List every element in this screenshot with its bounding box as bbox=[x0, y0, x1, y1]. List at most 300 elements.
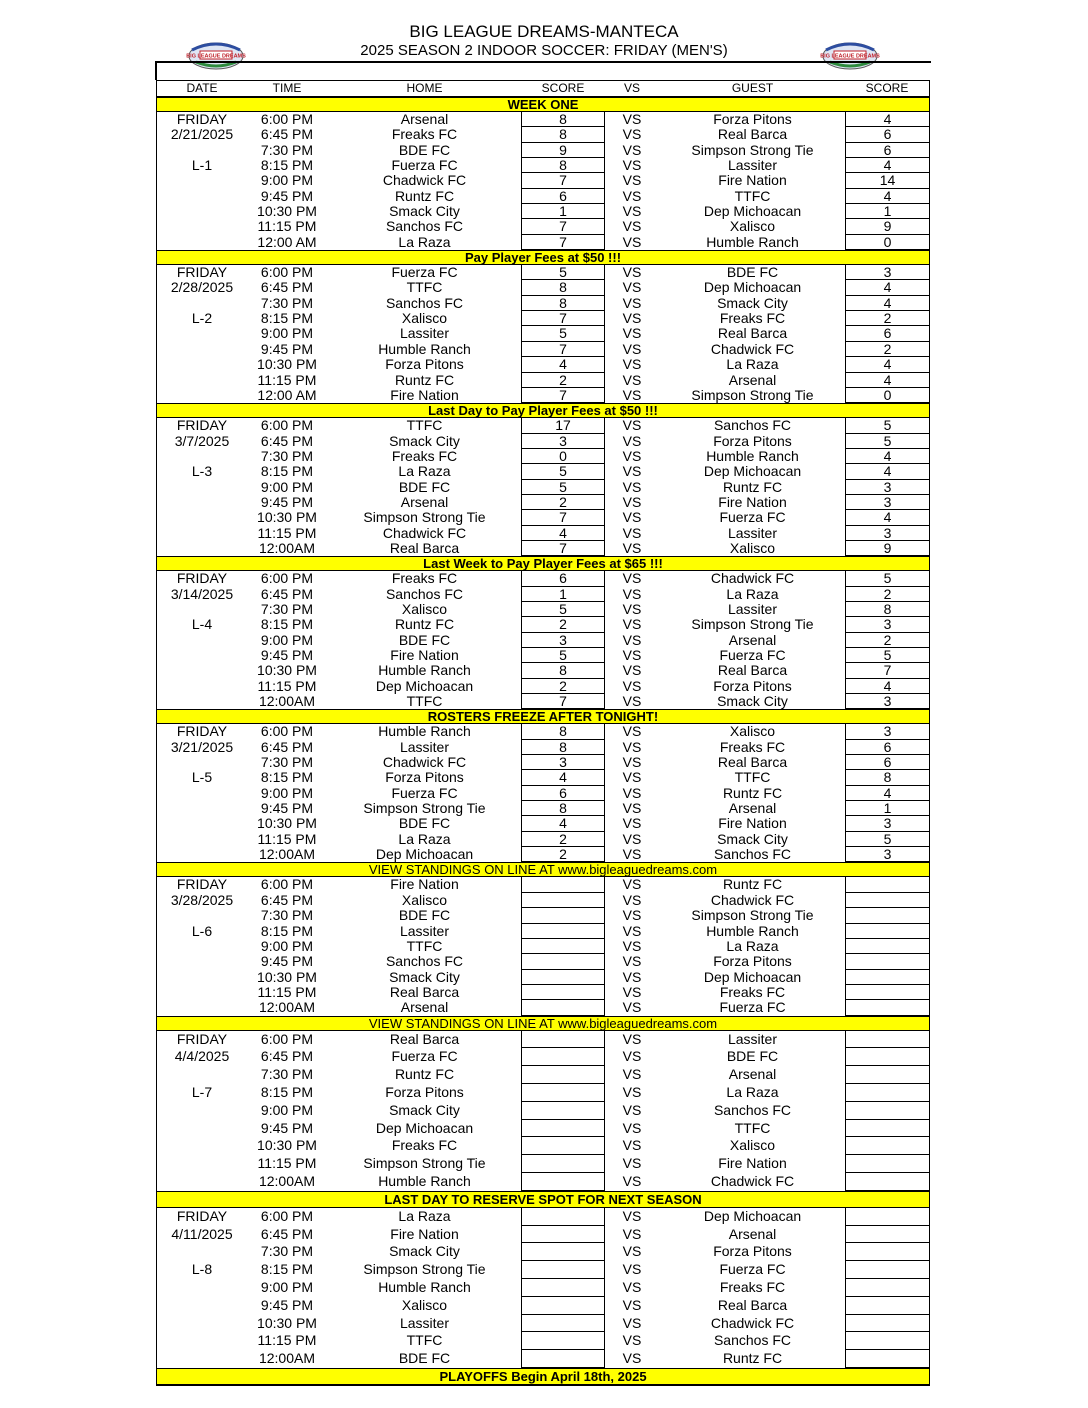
vs-label: VS bbox=[622, 1261, 642, 1278]
guest-score: 4 bbox=[845, 510, 929, 525]
vs-label: VS bbox=[622, 371, 642, 388]
vs-label: VS bbox=[622, 937, 642, 954]
vs-label: VS bbox=[622, 539, 642, 556]
game-time: 12:00AM bbox=[258, 1350, 316, 1367]
guest-score: 3 bbox=[845, 816, 929, 831]
home-score bbox=[521, 908, 605, 923]
guest-score: 4 bbox=[845, 158, 929, 173]
home-team: Real Barca bbox=[389, 1030, 460, 1047]
date-cell bbox=[157, 388, 247, 403]
guest-score: 0 bbox=[845, 388, 929, 403]
game-time: 10:30 PM bbox=[257, 1314, 317, 1331]
guest-team: Arsenal bbox=[728, 800, 777, 817]
home-score bbox=[521, 1243, 605, 1261]
vs-label: VS bbox=[622, 815, 642, 832]
game-time: 6:00 PM bbox=[260, 723, 314, 740]
day-label: FRIDAY bbox=[176, 723, 228, 740]
date-cell bbox=[157, 694, 247, 709]
date-cell bbox=[157, 342, 247, 357]
game-row bbox=[157, 1315, 929, 1333]
guest-score bbox=[845, 1243, 929, 1261]
vs-label: VS bbox=[622, 233, 642, 250]
home-team: Dep Michoacan bbox=[375, 677, 474, 694]
guest-team: Fuerza FC bbox=[719, 647, 786, 663]
playoffs-banner: PLAYOFFS Begin April 18th, 2025 bbox=[157, 1368, 929, 1385]
guest-score: 4 bbox=[845, 189, 929, 204]
home-team: Freaks FC bbox=[391, 126, 458, 143]
date-cell bbox=[157, 1102, 247, 1120]
guest-team: BDE FC bbox=[726, 1048, 779, 1065]
game-row bbox=[157, 663, 929, 678]
game-time: 9:00 PM bbox=[260, 1278, 314, 1295]
home-team: Sanchos FC bbox=[385, 585, 464, 602]
game-time: 10:30 PM bbox=[257, 662, 317, 679]
day-label: FRIDAY bbox=[176, 417, 228, 434]
vs-label: VS bbox=[622, 1207, 642, 1224]
game-row bbox=[157, 1297, 929, 1315]
guest-team: Dep Michoacan bbox=[703, 203, 802, 220]
home-score: 4 bbox=[521, 357, 605, 372]
home-team: BDE FC bbox=[398, 141, 451, 158]
guest-team: Real Barca bbox=[717, 325, 788, 342]
guest-team: TTFC bbox=[734, 187, 771, 204]
date-cell bbox=[157, 235, 247, 250]
guest-team: Lassiter bbox=[727, 524, 778, 541]
guest-team: Forza Pitons bbox=[713, 953, 792, 970]
home-team: Xalisco bbox=[401, 600, 448, 617]
home-score bbox=[521, 1102, 605, 1120]
vs-label: VS bbox=[622, 1350, 642, 1367]
game-time: 9:00 PM bbox=[260, 937, 314, 954]
game-row bbox=[157, 587, 929, 602]
game-row bbox=[157, 694, 929, 709]
home-team: Fire Nation bbox=[390, 647, 459, 663]
date-cell bbox=[157, 541, 247, 556]
date-cell bbox=[157, 908, 247, 923]
guest-score: 3 bbox=[845, 847, 929, 862]
vs-label: VS bbox=[622, 111, 642, 127]
home-score: 2 bbox=[521, 832, 605, 847]
vs-label: VS bbox=[622, 876, 642, 893]
home-team: Fire Nation bbox=[390, 1225, 459, 1242]
game-row bbox=[157, 1031, 929, 1049]
date-label: 4/11/2025 bbox=[171, 1225, 233, 1242]
game-time: 6:45 PM bbox=[260, 432, 314, 449]
day-label: FRIDAY bbox=[176, 1030, 228, 1047]
home-team: Xalisco bbox=[401, 891, 448, 908]
guest-score bbox=[845, 1102, 929, 1120]
home-team: Fuerza FC bbox=[391, 157, 458, 174]
vs-label: VS bbox=[622, 677, 642, 694]
guest-team: Arsenal bbox=[728, 371, 777, 388]
game-row bbox=[157, 954, 929, 969]
home-score: 1 bbox=[521, 204, 605, 219]
home-score: 2 bbox=[521, 495, 605, 510]
vs-label: VS bbox=[622, 922, 642, 939]
column-header-date: DATE bbox=[186, 81, 218, 95]
home-score: 8 bbox=[521, 112, 605, 127]
guest-score: 6 bbox=[845, 740, 929, 755]
home-score: 6 bbox=[521, 786, 605, 801]
home-team: Fire Nation bbox=[390, 386, 459, 403]
vs-label: VS bbox=[622, 141, 642, 158]
date-cell bbox=[157, 173, 247, 188]
home-score bbox=[521, 1332, 605, 1350]
vs-label: VS bbox=[622, 769, 642, 786]
game-row bbox=[157, 801, 929, 816]
game-row bbox=[157, 235, 929, 250]
home-score bbox=[521, 1120, 605, 1138]
home-team: Humble Ranch bbox=[378, 1278, 471, 1295]
guest-team: La Raza bbox=[726, 1083, 779, 1100]
game-time: 9:45 PM bbox=[260, 1119, 314, 1136]
guest-team: TTFC bbox=[734, 1119, 771, 1136]
guest-score: 5 bbox=[845, 648, 929, 663]
game-time: 9:45 PM bbox=[260, 1296, 314, 1313]
page-subtitle: 2025 SEASON 2 INDOOR SOCCER: FRIDAY (MEN'S) bbox=[360, 42, 728, 59]
guest-score: 6 bbox=[845, 326, 929, 341]
vs-label: VS bbox=[622, 662, 642, 679]
game-time: 7:30 PM bbox=[260, 600, 314, 617]
game-time: 8:15 PM bbox=[260, 1083, 314, 1100]
home-score: 5 bbox=[521, 480, 605, 495]
schedule-table bbox=[156, 80, 930, 1386]
home-score: 3 bbox=[521, 434, 605, 449]
guest-score bbox=[845, 1066, 929, 1084]
vs-label: VS bbox=[622, 264, 642, 281]
game-row bbox=[157, 204, 929, 219]
column-header-guest-score: SCORE bbox=[865, 81, 909, 95]
game-time: 12:00AM bbox=[258, 539, 316, 556]
vs-label: VS bbox=[622, 1278, 642, 1295]
home-score: 2 bbox=[521, 373, 605, 388]
home-score: 5 bbox=[521, 326, 605, 341]
game-row bbox=[157, 648, 929, 663]
guest-team: La Raza bbox=[726, 356, 779, 373]
guest-score: 4 bbox=[845, 464, 929, 479]
game-time: 9:00 PM bbox=[260, 325, 314, 342]
game-time: 12:00AM bbox=[258, 693, 316, 710]
game-row bbox=[157, 158, 929, 173]
game-row bbox=[157, 510, 929, 525]
date-cell bbox=[157, 189, 247, 204]
week-banner: Last Day to Pay Player Fees at $50 !!! bbox=[157, 403, 929, 418]
home-score: 8 bbox=[521, 663, 605, 678]
home-team: Smack City bbox=[389, 432, 460, 449]
date-cell bbox=[157, 1350, 247, 1368]
home-team: Xalisco bbox=[401, 1296, 448, 1313]
column-header-vs: VS bbox=[623, 81, 640, 95]
date-cell bbox=[157, 1173, 247, 1191]
home-score: 8 bbox=[521, 158, 605, 173]
guest-score bbox=[845, 970, 929, 985]
game-row bbox=[157, 633, 929, 648]
week-label: L-5 bbox=[191, 769, 213, 786]
date-label: 4/4/2025 bbox=[174, 1048, 230, 1065]
guest-score: 3 bbox=[845, 694, 929, 709]
guest-team: Fire Nation bbox=[718, 172, 787, 189]
week-label: L-3 bbox=[191, 463, 213, 480]
vs-label: VS bbox=[622, 999, 642, 1016]
date-label: 3/28/2025 bbox=[170, 891, 234, 908]
vs-label: VS bbox=[622, 279, 642, 296]
guest-team: Fuerza FC bbox=[719, 509, 786, 526]
guest-score bbox=[845, 939, 929, 954]
game-row bbox=[157, 1048, 929, 1066]
home-team: Forza Pitons bbox=[385, 356, 464, 373]
game-time: 6:45 PM bbox=[260, 279, 314, 296]
game-time: 10:30 PM bbox=[257, 1137, 317, 1154]
date-cell bbox=[157, 679, 247, 694]
game-row bbox=[157, 1066, 929, 1084]
home-team: Xalisco bbox=[401, 310, 448, 327]
vs-label: VS bbox=[622, 386, 642, 403]
date-cell bbox=[157, 1315, 247, 1333]
guest-team: Xalisco bbox=[729, 539, 776, 556]
game-row bbox=[157, 1120, 929, 1138]
game-row bbox=[157, 464, 929, 479]
week-banner: Last Week to Pay Player Fees at $65 !!! bbox=[157, 556, 929, 571]
date-cell bbox=[157, 816, 247, 831]
home-score: 8 bbox=[521, 801, 605, 816]
home-score bbox=[521, 970, 605, 985]
game-time: 8:15 PM bbox=[260, 769, 314, 786]
day-label: FRIDAY bbox=[176, 264, 228, 281]
guest-score: 9 bbox=[845, 541, 929, 556]
game-time: 9:00 PM bbox=[260, 478, 314, 495]
home-team: Lassiter bbox=[399, 738, 450, 755]
date-cell bbox=[157, 1243, 247, 1261]
guest-team: Runtz FC bbox=[722, 1350, 783, 1367]
home-team: Chadwick FC bbox=[382, 524, 467, 541]
game-row bbox=[157, 219, 929, 234]
vs-label: VS bbox=[622, 509, 642, 526]
week-banner: VIEW STANDINGS ON LINE AT www.bigleaguedreams.com bbox=[157, 862, 929, 877]
game-time: 6:00 PM bbox=[260, 264, 314, 281]
date-cell bbox=[157, 326, 247, 341]
home-score bbox=[521, 1279, 605, 1297]
guest-team: Arsenal bbox=[728, 1066, 777, 1083]
game-row bbox=[157, 939, 929, 954]
home-score bbox=[521, 1155, 605, 1173]
guest-score bbox=[845, 893, 929, 908]
day-label: FRIDAY bbox=[176, 111, 228, 127]
vs-label: VS bbox=[622, 1119, 642, 1136]
game-row bbox=[157, 127, 929, 142]
game-time: 9:45 PM bbox=[260, 493, 314, 510]
week-banner: WEEK ONE bbox=[157, 97, 929, 112]
date-cell bbox=[157, 1066, 247, 1084]
game-row bbox=[157, 985, 929, 1000]
column-header-home: HOME bbox=[406, 81, 443, 95]
game-time: 11:15 PM bbox=[257, 983, 317, 1000]
game-row bbox=[157, 679, 929, 694]
home-score bbox=[521, 877, 605, 892]
guest-team: Chadwick FC bbox=[710, 1314, 795, 1331]
game-row bbox=[157, 189, 929, 204]
date-cell bbox=[157, 602, 247, 617]
vs-label: VS bbox=[622, 1332, 642, 1349]
home-score bbox=[521, 1173, 605, 1191]
home-score: 4 bbox=[521, 770, 605, 785]
guest-team: Smack City bbox=[717, 830, 788, 847]
home-score: 2 bbox=[521, 847, 605, 862]
game-row bbox=[157, 724, 929, 739]
home-score: 5 bbox=[521, 265, 605, 280]
home-team: BDE FC bbox=[398, 478, 451, 495]
home-team: Freaks FC bbox=[391, 1137, 458, 1154]
guest-team: Forza Pitons bbox=[713, 111, 792, 127]
vs-label: VS bbox=[622, 524, 642, 541]
game-row bbox=[157, 311, 929, 326]
game-time: 6:00 PM bbox=[260, 1207, 314, 1224]
vs-label: VS bbox=[622, 647, 642, 663]
game-time: 6:45 PM bbox=[260, 1048, 314, 1065]
guest-team: Xalisco bbox=[729, 218, 776, 235]
home-team: Real Barca bbox=[389, 539, 460, 556]
game-time: 7:30 PM bbox=[260, 447, 314, 464]
game-row bbox=[157, 526, 929, 541]
date-label: 2/28/2025 bbox=[170, 279, 234, 296]
home-score: 3 bbox=[521, 755, 605, 770]
home-team: Dep Michoacan bbox=[375, 846, 474, 863]
guest-score: 2 bbox=[845, 587, 929, 602]
guest-score: 4 bbox=[845, 373, 929, 388]
game-time: 12:00 AM bbox=[257, 386, 317, 403]
game-time: 9:45 PM bbox=[260, 340, 314, 357]
week-banner: VIEW STANDINGS ON LINE AT www.bigleaguedreams.com bbox=[157, 1016, 929, 1031]
vs-label: VS bbox=[622, 447, 642, 464]
guest-team: Freaks FC bbox=[719, 1278, 786, 1295]
guest-team: Smack City bbox=[717, 294, 788, 311]
vs-label: VS bbox=[622, 631, 642, 648]
game-time: 7:30 PM bbox=[260, 907, 314, 924]
guest-score: 3 bbox=[845, 526, 929, 541]
game-time: 10:30 PM bbox=[257, 356, 317, 373]
guest-score: 3 bbox=[845, 617, 929, 632]
game-time: 6:45 PM bbox=[260, 1225, 314, 1242]
guest-team: Fire Nation bbox=[718, 1155, 787, 1172]
guest-score: 4 bbox=[845, 786, 929, 801]
guest-score: 9 bbox=[845, 219, 929, 234]
column-header-time: TIME bbox=[272, 81, 302, 95]
game-time: 7:30 PM bbox=[260, 754, 314, 771]
home-score: 8 bbox=[521, 280, 605, 295]
game-time: 12:00AM bbox=[258, 1172, 316, 1189]
guest-score: 3 bbox=[845, 495, 929, 510]
guest-score: 2 bbox=[845, 633, 929, 648]
guest-team: Arsenal bbox=[728, 631, 777, 648]
game-time: 8:15 PM bbox=[260, 922, 314, 939]
home-score: 5 bbox=[521, 648, 605, 663]
game-row bbox=[157, 1137, 929, 1155]
game-time: 6:45 PM bbox=[260, 126, 314, 143]
guest-score bbox=[845, 1332, 929, 1350]
guest-team: Runtz FC bbox=[722, 478, 783, 495]
game-row bbox=[157, 770, 929, 785]
vs-label: VS bbox=[622, 1243, 642, 1260]
home-team: Arsenal bbox=[400, 999, 449, 1016]
home-score bbox=[521, 954, 605, 969]
date-cell bbox=[157, 296, 247, 311]
game-row bbox=[157, 877, 929, 892]
week-label: L-8 bbox=[191, 1261, 213, 1278]
home-score: 7 bbox=[521, 694, 605, 709]
vs-label: VS bbox=[622, 570, 642, 587]
guest-score: 1 bbox=[845, 204, 929, 219]
date-label: 3/21/2025 bbox=[170, 738, 234, 755]
home-score bbox=[521, 1084, 605, 1102]
date-cell bbox=[157, 1120, 247, 1138]
guest-team: Xalisco bbox=[729, 1137, 776, 1154]
guest-team: Simpson Strong Tie bbox=[691, 616, 814, 633]
game-row bbox=[157, 495, 929, 510]
game-time: 11:15 PM bbox=[257, 677, 317, 694]
game-time: 8:15 PM bbox=[260, 616, 314, 633]
home-team: Smack City bbox=[389, 1243, 460, 1260]
vs-label: VS bbox=[622, 616, 642, 633]
date-cell bbox=[157, 970, 247, 985]
guest-score: 4 bbox=[845, 296, 929, 311]
vs-label: VS bbox=[622, 723, 642, 740]
game-row bbox=[157, 617, 929, 632]
home-team: Lassiter bbox=[399, 325, 450, 342]
game-time: 8:15 PM bbox=[260, 463, 314, 480]
week-banner: LAST DAY TO RESERVE SPOT FOR NEXT SEASON bbox=[157, 1191, 929, 1208]
game-time: 9:00 PM bbox=[260, 1101, 314, 1118]
game-time: 6:00 PM bbox=[260, 570, 314, 587]
guest-team: Dep Michoacan bbox=[703, 279, 802, 296]
game-time: 7:30 PM bbox=[260, 1243, 314, 1260]
vs-label: VS bbox=[622, 1101, 642, 1118]
guest-team: Lassiter bbox=[727, 157, 778, 174]
date-cell bbox=[157, 1332, 247, 1350]
game-time: 7:30 PM bbox=[260, 294, 314, 311]
home-team: La Raza bbox=[398, 233, 451, 250]
vs-label: VS bbox=[622, 1030, 642, 1047]
home-score: 1 bbox=[521, 587, 605, 602]
guest-score bbox=[845, 1137, 929, 1155]
home-score bbox=[521, 1000, 605, 1015]
vs-label: VS bbox=[622, 738, 642, 755]
guest-score: 4 bbox=[845, 280, 929, 295]
guest-score: 5 bbox=[845, 434, 929, 449]
home-team: Smack City bbox=[389, 203, 460, 220]
game-time: 6:45 PM bbox=[260, 585, 314, 602]
home-score: 7 bbox=[521, 510, 605, 525]
game-time: 10:30 PM bbox=[257, 203, 317, 220]
game-time: 10:30 PM bbox=[257, 509, 317, 526]
home-score bbox=[521, 1208, 605, 1226]
guest-score: 5 bbox=[845, 418, 929, 433]
game-row bbox=[157, 112, 929, 127]
game-time: 12:00AM bbox=[258, 846, 316, 863]
date-cell bbox=[157, 449, 247, 464]
date-cell bbox=[157, 219, 247, 234]
home-team: Runtz FC bbox=[394, 187, 455, 204]
week-label: L-4 bbox=[191, 616, 213, 633]
vs-label: VS bbox=[622, 953, 642, 970]
vs-label: VS bbox=[622, 1155, 642, 1172]
vs-label: VS bbox=[622, 1225, 642, 1242]
guest-score: 5 bbox=[845, 571, 929, 586]
date-cell bbox=[157, 847, 247, 862]
guest-team: Simpson Strong Tie bbox=[691, 907, 814, 924]
game-time: 9:45 PM bbox=[260, 800, 314, 817]
home-team: Forza Pitons bbox=[385, 769, 464, 786]
game-time: 11:15 PM bbox=[257, 371, 317, 388]
guest-team: TTFC bbox=[734, 769, 771, 786]
